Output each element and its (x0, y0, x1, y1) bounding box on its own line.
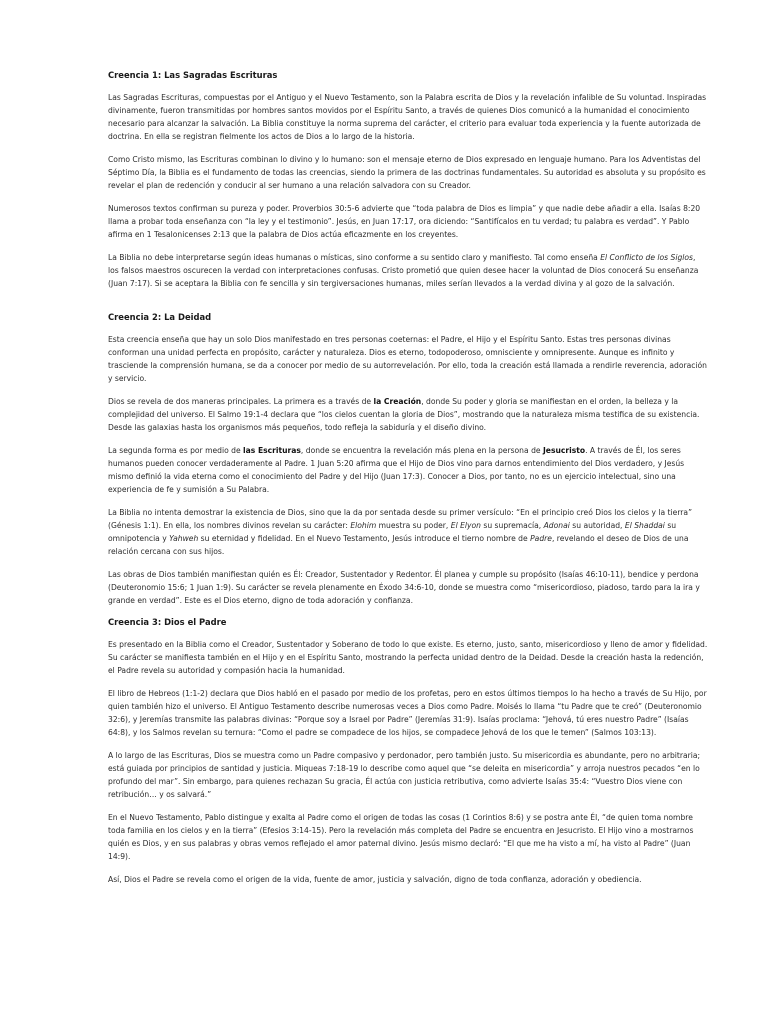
section-heading: Creencia 2: La Deidad (108, 312, 212, 323)
italic-term: Adonai (543, 521, 570, 531)
paragraph: Así, Dios el Padre se revela como el origen de la vida, fuente de amor, justicia y salvación, digno de toda confianza, adoración y obediencia. (108, 875, 642, 885)
italic-term: El Shaddai (624, 521, 665, 531)
document-body (108, 70, 708, 886)
section-creencia-2 (108, 312, 708, 607)
section-creencia-1 (108, 70, 708, 290)
paragraph: Las obras de Dios también manifiestan quién es Él: Creador, Sustentador y Redentor. Él planea y cumple su propósito (Isaías 46:10-11), bendice y perdona (Deuteronomio 15:6; 1 Juan 1:9). Su carácter se revela plenamente en Éxodo 34:6-10, donde se muestra como “misericordioso, piadoso, tardo para la ira y grande en verdad”. Este es el Dios eterno, digno de toda adoración y confianza. (108, 570, 700, 606)
bold-term: la Creación (373, 397, 422, 407)
paragraph: Esta creencia enseña que hay un solo Dios manifestado en tres personas coeternas: el Padre, el Hijo y el Espíritu Santo. Estas tres personas divinas conforman una unidad perfecta en propósito, carácter y naturaleza. Dios es eterno, todopoderoso, omnisciente y omnipresente. Aunque es infinito y trasciende la comprensión humana, se da a conocer por medio de su autorrevelación. Por ello, toda la creación está llamada a rendirle reverencia, adoración y servicio. (108, 335, 707, 384)
paragraph: El libro de Hebreos (1:1-2) declara que Dios habló en el pasado por medio de los profetas, pero en estos últimos tiempos lo ha hecho a través de Su Hijo, por quien también hizo el universo. El Antiguo Testamento describe numerosas veces a Dios como Padre. Moisés lo llama “tu Padre que te creó” (Deuteronomio 32:6), y Jeremías transmite las palabras divinas: “Porque soy a Israel por Padre” (Jeremías 31:9). Isaías proclama: “Jehová, tú eres nuestro Padre” (Isaías 64:8), y los Salmos revelan su ternura: “Como el padre se compadece de los hijos, se compadece Jehová de los que le temen” (Salmos 103:13). (108, 689, 707, 738)
paragraph: Dios se revela de dos maneras principales. La primera es a través de la Creación, donde Su poder y gloria se manifiestan en el orden, la belleza y la complejidad del universo. El Salmo 19:1-4 declara que “los cielos cuentan la gloria de Dios”, mostrando que la naturaleza misma testifica de su existencia. Desde las galaxias hasta los organismos más pequeños, todo refleja la sabiduría y el diseño divino. (108, 397, 700, 433)
paragraph: Es presentado en la Biblia como el Creador, Sustentador y Soberano de todo lo que existe. Es eterno, justo, santo, misericordioso y lleno de amor y fidelidad. Su carácter se manifiesta también en el Hijo y en el Espíritu Santo, mostrando la perfecta unidad dentro de la Deidad. Desde la creación hasta la redención, el Padre revela su autoridad y compasión hacia la humanidad. (108, 640, 708, 676)
italic-term: Yahweh (169, 534, 199, 544)
paragraph: La Biblia no debe interpretarse según ideas humanas o místicas, sino conforme a su sentido claro y manifiesto. Tal como enseña El Conflicto de los Siglos, los falsos maestros oscurecen la verdad con interpretaciones confusas. Cristo prometió que quien desee hacer la voluntad de Dios conocerá Su enseñanza (Juan 7:17). Si se aceptara la Biblia con fe sencilla y sin tergiversaciones humanas, miles serían llevados a la verdad divina y al gozo de la salvación. (108, 253, 699, 289)
bold-term: las Escrituras (243, 446, 301, 456)
italic-term: Padre (530, 534, 552, 544)
bold-term: Jesucristo (542, 446, 586, 456)
italic-term: Elohim (350, 521, 377, 531)
paragraph: En el Nuevo Testamento, Pablo distingue y exalta al Padre como el origen de todas las cosas (1 Corintios 8:6) y se postra ante Él, “de quien toma nombre toda familia en los cielos y en la tierra” (Efesios 3:14-15). Pero la revelación más completa del Padre se encuentra en Jesucristo. El Hijo vino a mostrarnos quién es Dios, y en sus palabras y obras vemos reflejado el amor paternal divino. Jesús mismo declaró: “El que me ha visto a mí, ha visto al Padre” (Juan 14:9). (108, 813, 694, 862)
section-heading: Creencia 1: Las Sagradas Escrituras (108, 70, 278, 80)
paragraph: Numerosos textos confirman su pureza y poder. Proverbios 30:5-6 advierte que “toda palabra de Dios es limpia” y que nadie debe añadir a ella. Isaías 8:20 llama a probar toda enseñanza con “la ley y el testimonio”. Jesús, en Juan 17:17, ora diciendo: “Santifícalos en tu verdad; tu palabra es verdad”. Y Pablo afirma en 1 Tesalonicenses 2:13 que la palabra de Dios actúa eficazmente en los creyentes. (108, 204, 701, 240)
section-heading: Creencia 3: Dios el Padre (108, 617, 227, 628)
paragraph: A lo largo de las Escrituras, Dios se muestra como un Padre compasivo y perdonador, pero también justo. Su misericordia es abundante, pero no arbitraria; está guiada por principios de santidad y justicia. Miqueas 7:18-19 lo describe como aquel que “se deleita en misericordia” y arroja nuestros pecados “en lo profundo del mar”. Sin embargo, para quienes rechazan Su gracia, Él actúa con justicia retributiva, como advierte Isaías 35:4: “Vuestro Dios viene con retribución… y os salvará.” (108, 751, 701, 800)
paragraph: Las Sagradas Escrituras, compuestas por el Antiguo y el Nuevo Testamento, son la Palabra escrita de Dios y la revelación infalible de Su voluntad. Inspiradas divinamente, fueron transmitidas por hombres santos movidos por el Espíritu Santo, a través de quienes Dios comunicó a la humanidad el conocimiento necesario para alcanzar la salvación. La Biblia constituye la norma suprema del carácter, el criterio para evaluar toda experiencia y la fuente autorizada de doctrina. En ella se registran fielmente los actos de Dios a lo largo de la historia. (108, 93, 707, 142)
italic-term: El Elyon (450, 521, 481, 531)
paragraph: Como Cristo mismo, las Escrituras combinan lo divino y lo humano: son el mensaje eterno de Dios expresado en lenguaje humano. Para los Adventistas del Séptimo Día, la Biblia es el fundamento de todas las creencias, siendo la primera de las doctrinas fundamentales. Su autoridad es absoluta y su propósito es revelar el plan de redención y conducir al ser humano a una relación salvadora con su Creador. (108, 155, 706, 191)
paragraph: La segunda forma es por medio de las Escrituras, donde se encuentra la revelación más plena en la persona de Jesucristo. A través de Él, los seres humanos pueden conocer verdaderamente al Padre. 1 Juan 5:20 afirma que el Hijo de Dios vino para darnos entendimiento del Dios verdadero, y Jesús mismo definió la vida eterna como el conocimiento del Padre y del Hijo (Juan 17:3). Conocer a Dios, por tanto, no es un ejercicio intelectual, sino una experiencia de fe y sumisión a Su Palabra. (108, 446, 685, 495)
section-creencia-3 (108, 617, 708, 886)
paragraph: La Biblia no intenta demostrar la existencia de Dios, sino que la da por sentada desde su primer versículo: “En el principio creó Dios los cielos y la tierra” (Génesis 1:1). En ella, los nombres divinos revelan su carácter: Elohim muestra su poder, El Elyon su supremacía, Adonai su autoridad, El Shaddai su omnipotencia y Yahweh su eternidad y fidelidad. En el Nuevo Testamento, Jesús introduce el tierno nombre de Padre, revelando el deseo de Dios de una relación cercana con sus hijos. (108, 508, 693, 557)
italic-term: El Conflicto de los Siglos (600, 253, 694, 263)
